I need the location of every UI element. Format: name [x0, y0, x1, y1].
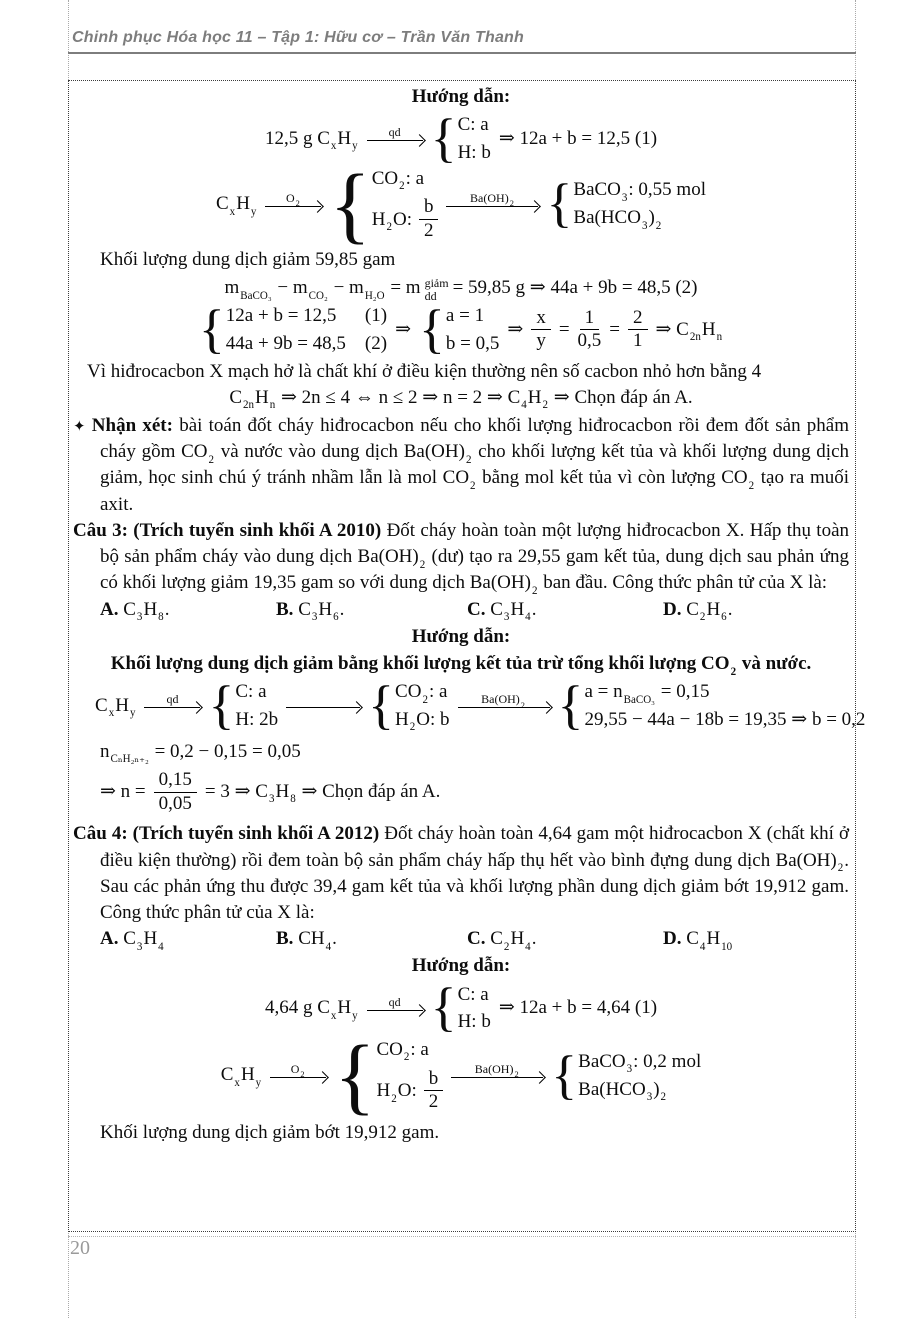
- question-label: Câu 3: (Trích tuyển sinh khối A 2010): [73, 519, 382, 541]
- answer-options-q3: [73, 597, 849, 623]
- case-line: [372, 196, 439, 243]
- arrow-label: qd: [166, 692, 179, 707]
- case-line: $CO_2$: a: [376, 1038, 429, 1064]
- sup-sub-stack: [425, 277, 449, 303]
- four-pointed-star-icon: ✦: [73, 419, 86, 436]
- page-number: 20: [70, 1237, 90, 1259]
- statement-line: Khối lượng dung dịch giảm bớt 19,912 gam.: [100, 1122, 440, 1144]
- denominator: 2: [423, 219, 434, 241]
- reaction-arrow: [446, 191, 538, 218]
- denominator: 0,5: [577, 330, 602, 352]
- option-value: $C_4H_{10}$: [686, 928, 733, 953]
- left-brace-icon: {: [557, 674, 584, 735]
- reaction-arrow: [458, 692, 550, 719]
- guide-heading: Hướng dẫn:: [411, 86, 511, 107]
- case-line: H: 2b: [235, 708, 279, 730]
- option-c: [467, 597, 663, 623]
- question-4-paragraph: [73, 821, 854, 926]
- case-line: [376, 1068, 443, 1115]
- case-line: C: a: [235, 681, 267, 703]
- arrow-label: qd: [388, 125, 401, 140]
- arrow-line: [265, 206, 321, 207]
- case-line: BaCO$_3$: 0,55 mol: [573, 179, 706, 204]
- case-line: BaCO$_3$: 0,2 mol: [578, 1050, 702, 1076]
- eq-tail: ⇒ 12a + b = 4,64 (1): [498, 997, 658, 1019]
- case-line: H: b: [457, 141, 491, 163]
- arrow-line: [446, 206, 538, 207]
- left-brace-icon: {: [208, 674, 235, 735]
- equation-q4-combustion: [73, 1027, 849, 1124]
- cases-group: [198, 299, 388, 360]
- case-line: 29,55 − 44a − 18b = 19,35 ⇒ b = 0,2: [584, 708, 866, 730]
- left-brace-icon: {: [334, 1027, 376, 1124]
- case-line: 12a + b = 12,5 (1): [225, 305, 388, 327]
- option-value: $C_2H_6$.: [686, 598, 733, 624]
- case-line: $H_2O$: b: [395, 708, 450, 734]
- option-value: $C_3H_4$: [123, 928, 164, 953]
- case-label: $H_2O$:: [376, 1080, 417, 1105]
- statement-line: Khối lượng dung dịch giảm 59,85 gam: [100, 248, 396, 270]
- fraction: [578, 307, 602, 354]
- cases-group: [546, 173, 706, 234]
- denominator: 1: [633, 330, 643, 352]
- option-letter: B.: [276, 928, 294, 950]
- option-letter: A.: [100, 598, 119, 620]
- reaction-arrow: [367, 125, 423, 152]
- case-line: $CO_2$: a: [371, 167, 425, 192]
- reaction-arrow: [144, 692, 200, 719]
- option-value: $C_3H_8$.: [123, 598, 170, 624]
- eq-tail: = 3 ⇒ $C_3H_8$ ⇒ Chọn đáp án A.: [204, 780, 441, 806]
- option-letter: C.: [467, 928, 486, 950]
- question-text: Đốt cháy hoàn toàn 4,64 gam một hiđrocacbon X (chất khí ở điều kiện thường) rồi đem toàn bộ sản phẩm cháy hấp thụ hết vào bình đựng dung dịch $Ba(OH)_2$. Sau các phản ứng thu được 39,4 gam kết tủa và khối lượng phần dung dịch giảm bớt 19,912 gam. Công thức phân tử của X là:: [100, 823, 854, 923]
- arrow-line: [144, 707, 200, 708]
- case-line: $CO_2$: a: [395, 681, 448, 706]
- note-text: bài toán đốt cháy hiđrocacbon nếu cho khối lượng hiđrocacbon rồi đem đốt sản phẩm cháy gồm $CO_2$ và nước vào dung dịch $Ba(OH)_2$ cho khối lượng kết tủa và khối lượng dung dịch giảm, học sinh chú ý tránh nhầm lẫn là mol $CO_2$ bằng mol kết tủa vì còn lượng $CO_2$ tạo ra muối axit.: [100, 415, 854, 515]
- guide-heading: Hướng dẫn:: [411, 955, 511, 977]
- option-d: [663, 597, 849, 623]
- left-brace-icon: {: [430, 107, 457, 168]
- option-d: [663, 926, 849, 952]
- equation-mass-breakdown: [73, 107, 849, 168]
- answer-options-q4: [73, 926, 849, 952]
- equation-mole-count: $n_{C_nH_{2n+2}} = 0,2 - 0,15 = 0,05$: [100, 740, 301, 766]
- left-brace-icon: {: [419, 299, 445, 360]
- equation-conclusion: [73, 385, 849, 411]
- eq-lead: 12,5 g $C_xH_y$: [264, 127, 358, 153]
- case-line: C: a: [457, 983, 489, 1005]
- fraction: [531, 307, 551, 354]
- arrow-label: $Ba(OH)_2$: [470, 190, 514, 208]
- option-value: $C_3H_6$.: [298, 598, 345, 624]
- numerator: b: [419, 196, 439, 220]
- implies-symbol: ⇒: [507, 318, 524, 340]
- arrow-label: $Ba(OH)_2$: [474, 1062, 519, 1080]
- arrow-label: [320, 692, 326, 707]
- equation-system: [73, 299, 849, 360]
- header-rule: [68, 52, 856, 54]
- option-value: $C_2H_4$.: [490, 928, 537, 953]
- option-letter: D.: [663, 598, 682, 620]
- cases-group: [430, 107, 491, 168]
- option-b: [276, 926, 467, 952]
- left-brace-icon: {: [546, 173, 573, 234]
- cases-group: [208, 674, 279, 735]
- case-line: $Ba(HCO_3)_2$: [573, 207, 662, 232]
- arrow-line: [367, 140, 423, 141]
- equation-mass-balance: [73, 275, 849, 304]
- eq-part: $m_{BaCO_3} - m_{CO_2} - m_{H_2O} = m$: [224, 277, 421, 302]
- cases-group: [551, 1044, 702, 1105]
- option-letter: D.: [663, 928, 682, 950]
- eq-tail: ⇒ 12a + b = 12,5 (1): [498, 127, 658, 149]
- arrow-line: [367, 1010, 423, 1011]
- cases-group: [430, 977, 491, 1038]
- fraction: [628, 307, 648, 354]
- arrow-label: qd: [388, 994, 401, 1009]
- page-header: Chinh phục Hóa học 11 – Tập 1: Hữu cơ – Trần Văn Thanh: [72, 29, 524, 46]
- option-a: [100, 926, 276, 952]
- reaction-arrow: [451, 1062, 543, 1089]
- equals-symbol: =: [609, 318, 620, 340]
- arrow-label: $Ba(OH)_2$: [481, 692, 525, 710]
- reaction-arrow: [286, 692, 360, 719]
- arrow-line: [458, 707, 550, 708]
- case-line: a = 1: [445, 305, 485, 327]
- option-letter: A.: [100, 928, 119, 950]
- eq-lead: ⇒ n =: [100, 780, 146, 802]
- bold-statement: Khối lượng dung dịch giảm bằng khối lượng kết tủa trừ tổng khối lượng $CO_2$ và nước.: [110, 653, 812, 678]
- note-paragraph: [73, 413, 854, 518]
- numerator: 2: [628, 307, 648, 331]
- numerator: x: [531, 307, 551, 331]
- case-line: b = 0,5: [445, 332, 500, 354]
- eq-lead: 4,64 g $C_xH_y$: [264, 997, 358, 1022]
- superscript: giảm: [424, 275, 449, 290]
- eq-lead: $C_xH_y$: [215, 193, 257, 218]
- cases-group: [329, 155, 438, 252]
- equals-symbol: =: [558, 318, 570, 340]
- eq-tail: ⇒ $C_{2n}H_n$: [655, 318, 723, 344]
- denominator: 2: [428, 1091, 439, 1113]
- eq-lead: $C_xH_y$: [220, 1064, 262, 1089]
- option-c: [467, 926, 663, 952]
- subscript: dd: [424, 289, 437, 304]
- cases-group: [419, 299, 500, 360]
- statement-line: Vì hiđrocacbon X mạch hở là chất khí ở điều kiện thường nên số cacbon nhỏ hơn bằng 4: [87, 360, 762, 382]
- left-brace-icon: {: [430, 977, 457, 1038]
- footer-rule: [68, 1236, 856, 1237]
- option-letter: B.: [276, 598, 294, 620]
- numerator: 0,15: [154, 769, 197, 793]
- equation-q3-solution: [73, 674, 866, 735]
- eq-line: $C_{2n}H_n$ ⇒ 2n ≤ 4 ⇔ n ≤ 2 ⇒ n = 2 ⇒ $C_4H_2$ ⇒ Chọn đáp án A.: [229, 386, 693, 412]
- question-label: Câu 4: (Trích tuyển sinh khối A 2012): [73, 823, 380, 845]
- arrow-label: $O_2$: [286, 190, 300, 208]
- fraction: [419, 196, 439, 243]
- implies-symbol: ⇒: [395, 318, 411, 340]
- equation-q3-answer: [73, 769, 849, 816]
- question-text: Đốt cháy hoàn toàn một lượng hiđrocacbon X. Hấp thụ toàn bộ sản phẩm cháy vào dung dịch $Ba(OH)_2$ (dư) tạo ra 29,55 gam kết tủa, dung dịch sau phản ứng có khối lượng giảm 19,35 gam so với dung dịch $Ba(OH)_2$ ban đầu. Công thức phân tử của X là:: [100, 519, 854, 597]
- note-label: Nhận xét:: [91, 415, 173, 437]
- option-b: [276, 597, 467, 623]
- cases-group: [334, 1027, 443, 1124]
- arrow-line: [286, 707, 360, 708]
- reaction-arrow: [270, 1062, 326, 1089]
- case-line: $a = n_{BaCO_3} = 0,15$: [584, 681, 710, 706]
- guide-heading: Hướng dẫn:: [411, 625, 511, 647]
- case-line: C: a: [457, 114, 489, 136]
- question-3-paragraph: [73, 518, 854, 597]
- cases-group: [368, 674, 450, 735]
- option-value: $C_3H_4$.: [490, 598, 537, 624]
- arrow-line: [451, 1077, 543, 1078]
- equation-combustion: [73, 155, 849, 252]
- reaction-arrow: [367, 995, 423, 1022]
- fraction: [424, 1068, 444, 1115]
- left-brace-icon: {: [329, 155, 371, 252]
- numerator: b: [424, 1068, 444, 1092]
- content-box: [68, 80, 866, 1232]
- left-brace-icon: {: [551, 1044, 578, 1105]
- case-label: $H_2O$:: [371, 208, 412, 234]
- eq-lead: $C_xH_y$: [95, 694, 136, 720]
- case-line: 44a + 9b = 48,5 (2): [225, 332, 388, 354]
- option-letter: C.: [467, 598, 486, 620]
- case-line: H: b: [457, 1011, 491, 1033]
- denominator: 0,05: [158, 792, 192, 814]
- left-brace-icon: {: [368, 674, 395, 735]
- cases-group: [557, 674, 866, 735]
- case-line: $Ba(HCO_3)_2$: [578, 1078, 667, 1104]
- option-value: $CH_4$.: [298, 928, 337, 953]
- equation-q4-mass-breakdown: [73, 977, 849, 1038]
- option-a: [100, 597, 276, 623]
- left-brace-icon: {: [198, 299, 225, 360]
- arrow-line: [270, 1077, 326, 1078]
- denominator: y: [536, 330, 546, 352]
- eq-part: = 59,85 g ⇒ 44a + 9b = 48,5 (2): [452, 277, 698, 299]
- fraction: [154, 769, 197, 816]
- arrow-label: $O_2$: [290, 1062, 305, 1080]
- reaction-arrow: [265, 191, 321, 218]
- numerator: 1: [580, 307, 600, 331]
